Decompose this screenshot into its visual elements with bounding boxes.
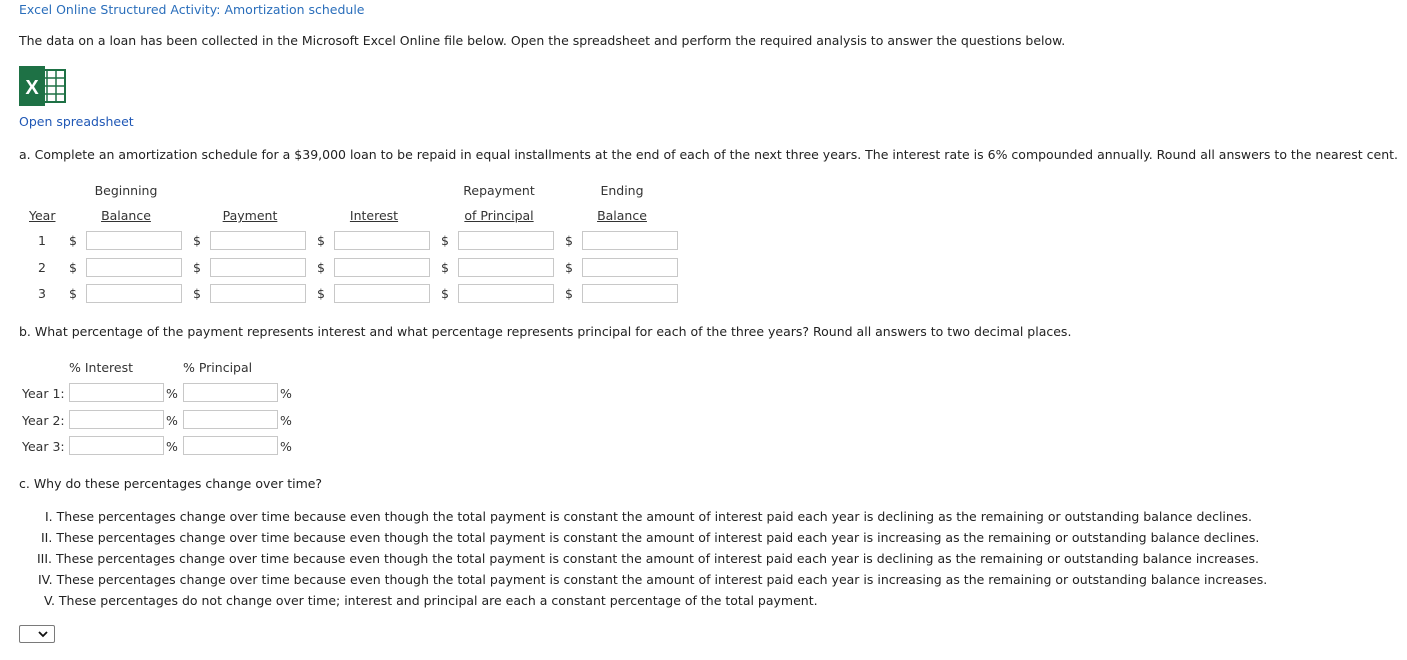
dollar-sign: $ [317,233,325,248]
header-repayment-top: Repayment [463,183,535,198]
header-payment: Payment [222,208,278,223]
question-b: b. What percentage of the payment represents interest and what percentage represents principal for each of the three years? Round all answers to two decimal places. [19,324,1072,339]
row-2-payment-input[interactable] [210,258,306,277]
header-ending-top: Ending [600,183,644,198]
open-spreadsheet-link[interactable]: Open spreadsheet [19,114,134,129]
dollar-sign: $ [69,260,77,275]
row-1-payment-input[interactable] [210,231,306,250]
percent-sign: % [280,439,292,454]
dollar-sign: $ [69,233,77,248]
option-iv: IV. These percentages change over time because even though the total payment is constant the amount of interest paid each year is increasing as the remaining or outstanding balance increases. [38,572,1268,587]
dollar-sign: $ [565,260,573,275]
year-2-interest-percent-input[interactable] [69,410,164,429]
year-2-label: Year 2: [22,413,65,428]
year-3-interest-percent-input[interactable] [69,436,164,455]
header-beginning-top: Beginning [94,183,158,198]
dollar-sign: $ [193,286,201,301]
year-2-principal-percent-input[interactable] [183,410,278,429]
percent-sign: % [280,413,292,428]
year-3-principal-percent-input[interactable] [183,436,278,455]
header-year: Year [29,208,56,223]
header-repayment-of-principal: of Principal [464,208,534,223]
dollar-sign: $ [193,260,201,275]
row-2-beginning-balance-input[interactable] [86,258,182,277]
dollar-sign: $ [441,286,449,301]
row-2-repayment-input[interactable] [458,258,554,277]
year-1-interest-percent-input[interactable] [69,383,164,402]
header-beginning-balance: Balance [101,208,151,223]
year-1-principal-percent-input[interactable] [183,383,278,402]
row-1-repayment-input[interactable] [458,231,554,250]
dollar-sign: $ [193,233,201,248]
dollar-sign: $ [69,286,77,301]
header-interest: Interest [349,208,399,223]
dollar-sign: $ [317,286,325,301]
excel-icon[interactable] [19,66,67,106]
row-2-ending-balance-input[interactable] [582,258,678,277]
percent-sign: % [280,386,292,401]
option-i: I. These percentages change over time because even though the total payment is constant the amount of interest paid each year is declining as the remaining or outstanding balance declines. [45,509,1253,524]
header-percent-interest: % Interest [69,360,134,375]
percent-sign: % [166,413,178,428]
row-3-payment-input[interactable] [210,284,306,303]
intro-text: The data on a loan has been collected in the Microsoft Excel Online file below. Open the spreadsheet and perform the required analysis to answer the questions below. [19,33,1066,48]
row-3-repayment-input[interactable] [458,284,554,303]
row-3-interest-input[interactable] [334,284,430,303]
row-1-year: 1 [38,233,46,248]
dollar-sign: $ [565,233,573,248]
dollar-sign: $ [317,260,325,275]
dollar-sign: $ [441,260,449,275]
dollar-sign: $ [565,286,573,301]
percent-sign: % [166,439,178,454]
question-c: c. Why do these percentages change over time? [19,476,323,491]
row-1-beginning-balance-input[interactable] [86,231,182,250]
chevron-down-icon [38,629,48,639]
row-1-interest-input[interactable] [334,231,430,250]
row-3-beginning-balance-input[interactable] [86,284,182,303]
option-ii: II. These percentages change over time because even though the total payment is constant the amount of interest paid each year is increasing as the remaining or outstanding balance declines. [41,530,1260,545]
row-3-ending-balance-input[interactable] [582,284,678,303]
row-2-year: 2 [38,260,46,275]
answer-select[interactable] [19,625,55,643]
row-2-interest-input[interactable] [334,258,430,277]
row-1-ending-balance-input[interactable] [582,231,678,250]
header-percent-principal: % Principal [183,360,253,375]
header-ending-balance: Balance [597,208,647,223]
dollar-sign: $ [441,233,449,248]
svg-text:X: X [25,77,39,99]
year-3-label: Year 3: [22,439,65,454]
option-v: V. These percentages do not change over time; interest and principal are each a constant percentage of the total payment. [44,593,818,608]
option-iii: III. These percentages change over time because even though the total payment is constant the amount of interest paid each year is declining as the remaining or outstanding balance increases. [37,551,1260,566]
question-a: a. Complete an amortization schedule for a $39,000 loan to be repaid in equal installments at the end of each of the next three years. The interest rate is 6% compounded annually. Round all answers to the nearest cent. [19,147,1398,162]
page-title: Excel Online Structured Activity: Amortization schedule [19,2,365,17]
row-3-year: 3 [38,286,46,301]
percent-sign: % [166,386,178,401]
year-1-label: Year 1: [22,386,65,401]
